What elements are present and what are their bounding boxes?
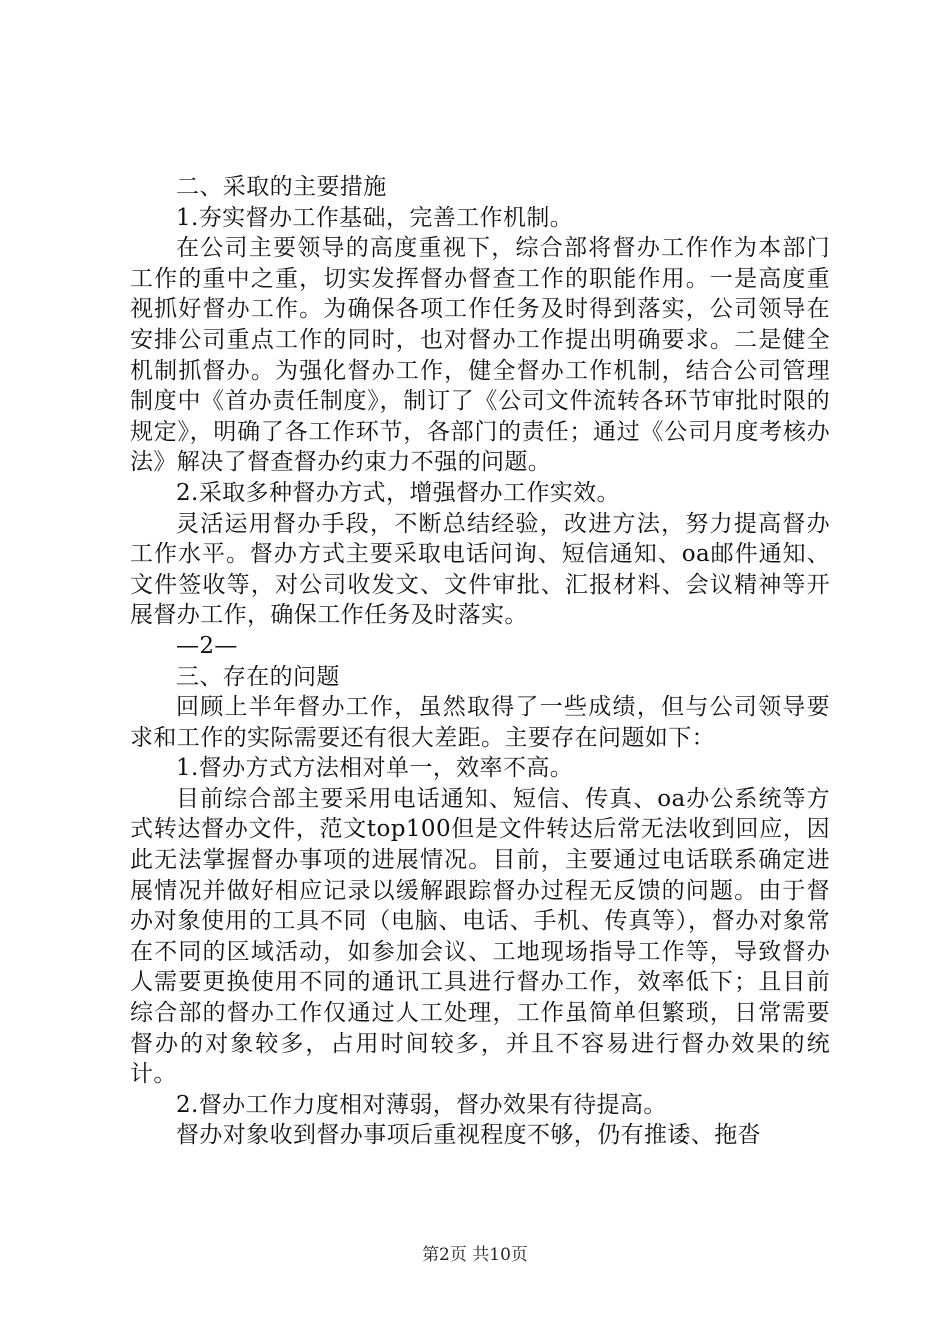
subheading-2: 2.采取多种督办方式，增强督办工作实效。 [176, 479, 620, 506]
subheading-1: 1.夯实督办工作基础，完善工作机制。 [176, 204, 574, 231]
paragraph: 回顾上半年督办工作，虽然取得了一些成绩，但与公司领导要求和工作的实际需要还有很大差距。主要存在问题如下： [130, 694, 830, 751]
inline-page-marker: —2— [176, 632, 238, 659]
subheading-problem-2: 2.督办工作力度相对薄弱，督办效果有待提高。 [176, 1091, 667, 1118]
subheading-problem-1: 1.督办方式方法相对单一，效率不高。 [176, 755, 574, 782]
body-text [130, 172, 830, 1151]
paragraph: 督办对象收到督办事项后重视程度不够，仍有推诿、拖沓 [176, 1122, 761, 1149]
section-heading-problems: 三、存在的问题 [176, 663, 340, 690]
section-heading-measures: 二、采取的主要措施 [176, 174, 387, 200]
paragraph: 在公司主要领导的高度重视下，综合部将督办工作作为本部门工作的重中之重，切实发挥督办督查工作的职能作用。一是高度重视抓好督办工作。为确保各项工作任务及时得到落实，公司领导在安排公司重点工作的同时，也对督办工作提出明确要求。二是健全机制抓督办。为强化督办工作，健全督办工作机制，结合公司管理制度中《首办责任制度》，制订了《公司文件流转各环节审批时限的规定》，明确了各工作环节，各部门的责任；通过《公司月度考核办法》解决了督查督办约束力不强的问题。 [130, 235, 830, 476]
page-footer: 第2页 共10页 [422, 1245, 528, 1265]
paragraph: 灵活运用督办手段，不断总结经验，改进方法，努力提高督办工作水平。督办方式主要采取电话问询、短信通知、oa邮件通知、文件签收等，对公司收发文、文件审批、汇报材料、会议精神等开展督办工作，确保工作任务及时落实。 [130, 510, 830, 629]
paragraph: 目前综合部主要采用电话通知、短信、传真、oa办公系统等方式转达督办文件，范文top100但是文件转达后常无法收到回应，因此无法掌握督办事项的进展情况。目前，主要通过电话联系确定进展情况并做好相应记录以缓解跟踪督办过程无反馈的问题。由于督办对象使用的工具不同（电脑、电话、手机、传真等），督办对象常在不同的区域活动，如参加会议、工地现场指导工作等，导致督办人需要更换使用不同的通讯工具进行督办工作，效率低下；且目前综合部的督办工作仅通过人工处理，工作虽简单但繁琐，日常需要督办的对象较多，占用时间较多，并且不容易进行督办效果的统计。 [130, 785, 830, 1088]
